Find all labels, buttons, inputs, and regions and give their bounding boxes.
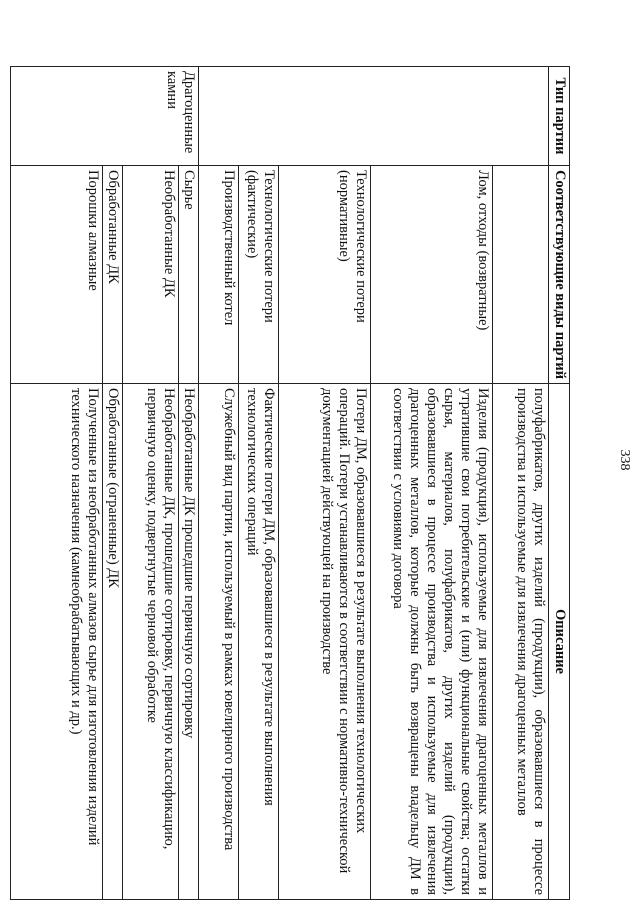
table-row	[493, 67, 549, 900]
table-row	[103, 67, 123, 900]
cell-description: Полученные из необработанных алмазов сырье для изготовления изделий технического назначения (камнеобрабатывающих и др.)	[11, 384, 103, 900]
table-row	[371, 67, 493, 900]
cell-kind: Производственный котел	[199, 166, 239, 384]
table-row	[179, 67, 199, 900]
page-number: 338	[617, 449, 632, 471]
cell-description: полуфабрикатов, других изделий (продукции), образовавшиеся в процессе производства и используемые для извлечения драгоценных металлов	[493, 384, 549, 900]
cell-description: Необработанные ДК прошедшие первичную сортировку	[179, 384, 199, 900]
table-row	[199, 67, 239, 900]
cell-description: Изделия (продукция), используемые для извлечения драгоценных металлов и утратившие свои потребительские и (или) функциональные свойства; остатки сырья, материалов, полуфабрикатов, других изделий (продукции), образовавшиеся в процессе производства и используемые для извлечения драгоценных металлов, которые должны быть возвращены владельцу ДМ в соответствии с условиями договора	[371, 384, 493, 900]
cell-kind	[493, 166, 549, 384]
cell-kind: Порошки алмазные	[11, 166, 103, 384]
table-row	[123, 67, 179, 900]
cell-description: Необработанные ДК, прошедшие сортировку, первичную классификацию, первичную оценку, подвергнутые черновой обработке	[123, 384, 179, 900]
header-batch-kinds: Соответствующие виды партий	[549, 166, 570, 384]
cell-kind: Технологические потери (нормативные)	[279, 166, 371, 384]
header-batch-type: Тип партии	[549, 67, 570, 166]
cell-batch-type-metals	[199, 67, 549, 166]
cell-description: Потери ДМ, образовавшиеся в результате выполнения технологических операций. Потери устанавливаются в соответствии с нормативно-технической документацией действующей на производстве	[279, 384, 371, 900]
cell-kind: Лом, отходы (возвратные)	[371, 166, 493, 384]
cell-kind: Обработанные ДК	[103, 166, 123, 384]
table-header-row	[549, 67, 570, 900]
header-description: Описание	[549, 384, 570, 900]
batch-types-table	[10, 66, 570, 900]
cell-batch-type-gems: Драгоценные камни	[11, 67, 199, 166]
cell-kind: Необработанные ДК	[123, 166, 179, 384]
cell-description: Фактические потери ДМ, образовавшиеся в результате выполнения технологических операций	[239, 384, 279, 900]
cell-kind: Технологические потери (фактические)	[239, 166, 279, 384]
table-row	[11, 67, 103, 900]
table-row	[279, 67, 371, 900]
cell-description: Обработанные (ограненные) ДК	[103, 384, 123, 900]
cell-kind: Сырье	[179, 166, 199, 384]
cell-description: Служебный вид партии, используемый в рамках ювелирного производства	[199, 384, 239, 900]
table-row	[239, 67, 279, 900]
